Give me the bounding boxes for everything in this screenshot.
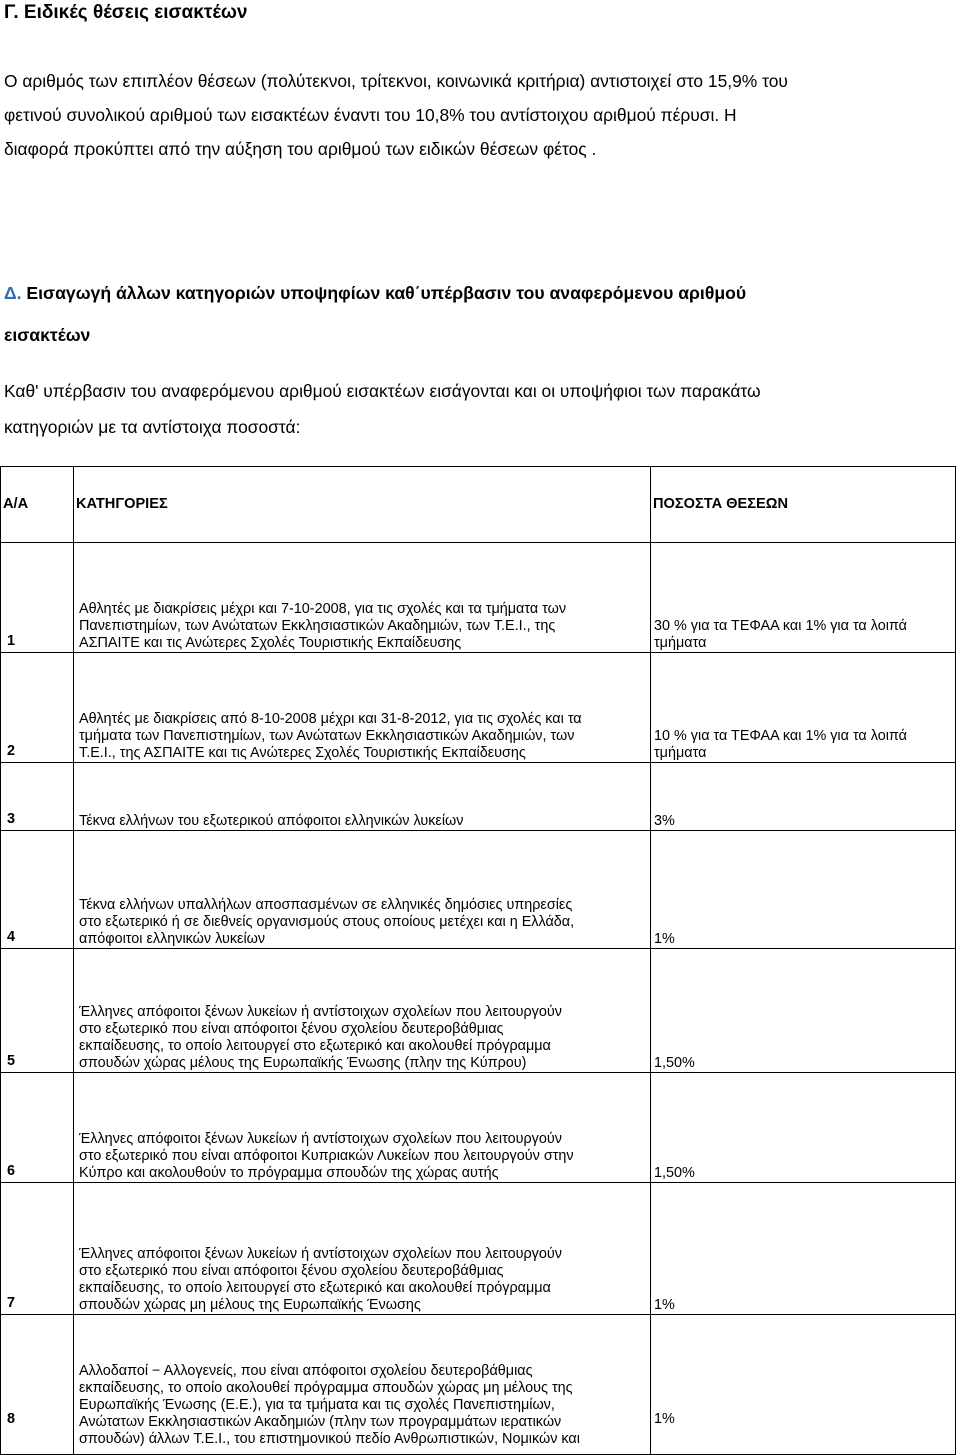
category-line: Ανώτατων Εκκλησιαστικών Ακαδημιών (πλην των προγραμμάτων ιερατικών	[79, 1414, 562, 1430]
categories-table	[0, 466, 956, 1455]
row-percent	[651, 1183, 956, 1315]
paragraph-line: Ο αριθμός των επιπλέον θέσεων (πολύτεκνοι, τρίτεκνοι, κοινωνικά κριτήρια) αντιστοιχεί στο 15,9% του	[4, 71, 788, 91]
table-row	[1, 543, 956, 653]
category-line: Έλληνες απόφοιτοι ξένων λυκείων ή αντίστοιχων σχολείων που λειτουργούν	[79, 1131, 562, 1147]
table-row	[1, 1315, 956, 1455]
row-category	[74, 543, 651, 653]
row-category	[74, 1073, 651, 1183]
table-row	[1, 1183, 956, 1315]
category-line: σπουδών χώρας μη μέλους της Ευρωπαϊκής Ένωσης	[79, 1297, 421, 1313]
row-percent	[651, 1073, 956, 1183]
category-line: Τέκνα ελλήνων του εξωτερικού απόφοιτοι ελληνικών λυκείων	[79, 813, 464, 829]
category-line: απόφοιτοι ελληνικών λυκείων	[79, 931, 266, 947]
table-row	[1, 1073, 956, 1183]
header-aa: Α/Α	[1, 467, 74, 543]
category-line: Έλληνες απόφοιτοι ξένων λυκείων ή αντίστοιχων σχολείων που λειτουργούν	[79, 1004, 562, 1020]
category-line: εκπαίδευσης, το οποίο λειτουργεί στο εξωτερικό και ακολουθεί πρόγραμμα	[79, 1038, 551, 1054]
section-d-intro	[4, 373, 944, 445]
category-line: στο εξωτερικό που είναι απόφοιτοι ξένου σχολείου δευτεροβάθμιας	[79, 1263, 504, 1279]
section-d-title-line: εισακτέων	[4, 325, 91, 345]
row-number: 5	[1, 949, 74, 1073]
intro-line: κατηγοριών με τα αντίστοιχα ποσοστά:	[4, 417, 301, 437]
table-header-row	[1, 467, 956, 543]
category-line: ΑΣΠΑΙΤΕ και τις Ανώτερες Σχολές Τουριστικής Εκπαίδευσης	[79, 635, 462, 651]
row-percent	[651, 543, 956, 653]
category-line: σπουδών) άλλων Τ.Ε.Ι., του επιστημονικού πεδίο Ανθρωπιστικών, Νομικών και	[79, 1431, 580, 1447]
row-category	[74, 763, 651, 831]
section-g-paragraph	[4, 64, 944, 166]
category-line: Πανεπιστημίων, των Ανώτατων Εκκλησιαστικών Ακαδημιών, των Τ.Ε.Ι., της	[79, 618, 556, 634]
percent-line: 10 % για τα ΤΕΦΑΑ και 1% για τα λοιπά	[654, 728, 907, 744]
paragraph-line: φετινού συνολικού αριθμού των εισακτέων έναντι του 10,8% του αντίστοιχου αριθμού πέρυσι. Η	[4, 105, 737, 125]
row-number: 4	[1, 831, 74, 949]
percent-line: 30 % για τα ΤΕΦΑΑ και 1% για τα λοιπά	[654, 618, 907, 634]
row-category	[74, 653, 651, 763]
category-line: εκπαίδευσης, το οποίο λειτουργεί στο εξωτερικό και ακολουθεί πρόγραμμα	[79, 1280, 551, 1296]
category-line: Έλληνες απόφοιτοι ξένων λυκείων ή αντίστοιχων σχολείων που λειτουργούν	[79, 1246, 562, 1262]
row-percent	[651, 763, 956, 831]
header-category: ΚΑΤΗΓΟΡΙΕΣ	[74, 467, 651, 543]
row-category	[74, 949, 651, 1073]
section-g-heading: Γ. Ειδικές θέσεις εισακτέων	[4, 2, 248, 23]
category-line: Ευρωπαϊκής Ένωσης (Ε.Ε.), για τα τμήματα και τις σχολές Πανεπιστημίων,	[79, 1397, 555, 1413]
percent-line: 3%	[654, 813, 675, 829]
category-line: Τ.Ε.Ι., της ΑΣΠΑΙΤΕ και τις Ανώτερες Σχολές Τουριστικής Εκπαίδευσης	[79, 745, 526, 761]
category-line: σπουδών χώρας μέλους της Ευρωπαϊκής Ένωσης (πλην της Κύπρου)	[79, 1055, 527, 1071]
row-number: 1	[1, 543, 74, 653]
table-row	[1, 653, 956, 763]
category-line: Αλλοδαποί − Αλλογενείς, που είναι απόφοιτοι σχολείου δευτεροβάθμιας	[79, 1363, 533, 1379]
category-line: Αθλητές με διακρίσεις μέχρι και 7-10-2008, για τις σχολές και τα τμήματα των	[79, 601, 567, 617]
table-row	[1, 831, 956, 949]
row-number: 6	[1, 1073, 74, 1183]
category-line: εκπαίδευσης, το οποίο ακολουθεί πρόγραμμα σπουδών χώρας μη μέλους της	[79, 1380, 573, 1396]
percent-line: 1,50%	[654, 1055, 695, 1071]
intro-line: Καθ' υπέρβασιν του αναφερόμενου αριθμού εισακτέων εισάγονται και οι υποψήφιοι των παρακάτω	[4, 381, 761, 401]
row-percent	[651, 949, 956, 1073]
percent-line: τμήματα	[654, 745, 707, 761]
category-line: Τέκνα ελλήνων υπαλλήλων αποσπασμένων σε ελληνικές δημόσιες υπηρεσίες	[79, 897, 573, 913]
row-category	[74, 831, 651, 949]
row-number: 8	[1, 1315, 74, 1455]
section-d-letter: Δ.	[4, 283, 22, 303]
row-number: 2	[1, 653, 74, 763]
section-d-title-line: Εισαγωγή άλλων κατηγοριών υποψηφίων καθ΄υπέρβασιν του αναφερόμενου αριθμού	[21, 283, 747, 303]
percent-line: 1,50%	[654, 1165, 695, 1181]
row-category	[74, 1183, 651, 1315]
row-number: 3	[1, 763, 74, 831]
row-percent	[651, 653, 956, 763]
header-percent: ΠΟΣΟΣΤΑ ΘΕΣΕΩΝ	[651, 467, 956, 543]
percent-line: 1%	[654, 1411, 675, 1427]
paragraph-line: διαφορά προκύπτει από την αύξηση του αριθμού των ειδικών θέσεων φέτος .	[4, 139, 597, 159]
row-category	[74, 1315, 651, 1455]
category-line: τμήματα των Πανεπιστημίων, των Ανώτατων Εκκλησιαστικών Ακαδημιών, των	[79, 728, 575, 744]
category-line: στο εξωτερικό που είναι απόφοιτοι ξένου σχολείου δευτεροβάθμιας	[79, 1021, 504, 1037]
row-percent	[651, 831, 956, 949]
table-row	[1, 949, 956, 1073]
category-line: Κύπρο και ακολουθούν το πρόγραμμα σπουδών της χώρας αυτής	[79, 1165, 499, 1181]
row-number: 7	[1, 1183, 74, 1315]
section-d-heading	[4, 272, 944, 356]
row-percent	[651, 1315, 956, 1455]
category-line: Αθλητές με διακρίσεις από 8-10-2008 μέχρι και 31-8-2012, για τις σχολές και τα	[79, 711, 582, 727]
category-line: στο εξωτερικό ή σε διεθνείς οργανισμούς στους οποίους μετέχει και η Ελλάδα,	[79, 914, 575, 930]
percent-line: 1%	[654, 1297, 675, 1313]
category-line: στο εξωτερικό που είναι απόφοιτοι Κυπριακών Λυκείων που λειτουργούν στην	[79, 1148, 574, 1164]
percent-line: τμήματα	[654, 635, 707, 651]
percent-line: 1%	[654, 931, 675, 947]
table-row	[1, 763, 956, 831]
